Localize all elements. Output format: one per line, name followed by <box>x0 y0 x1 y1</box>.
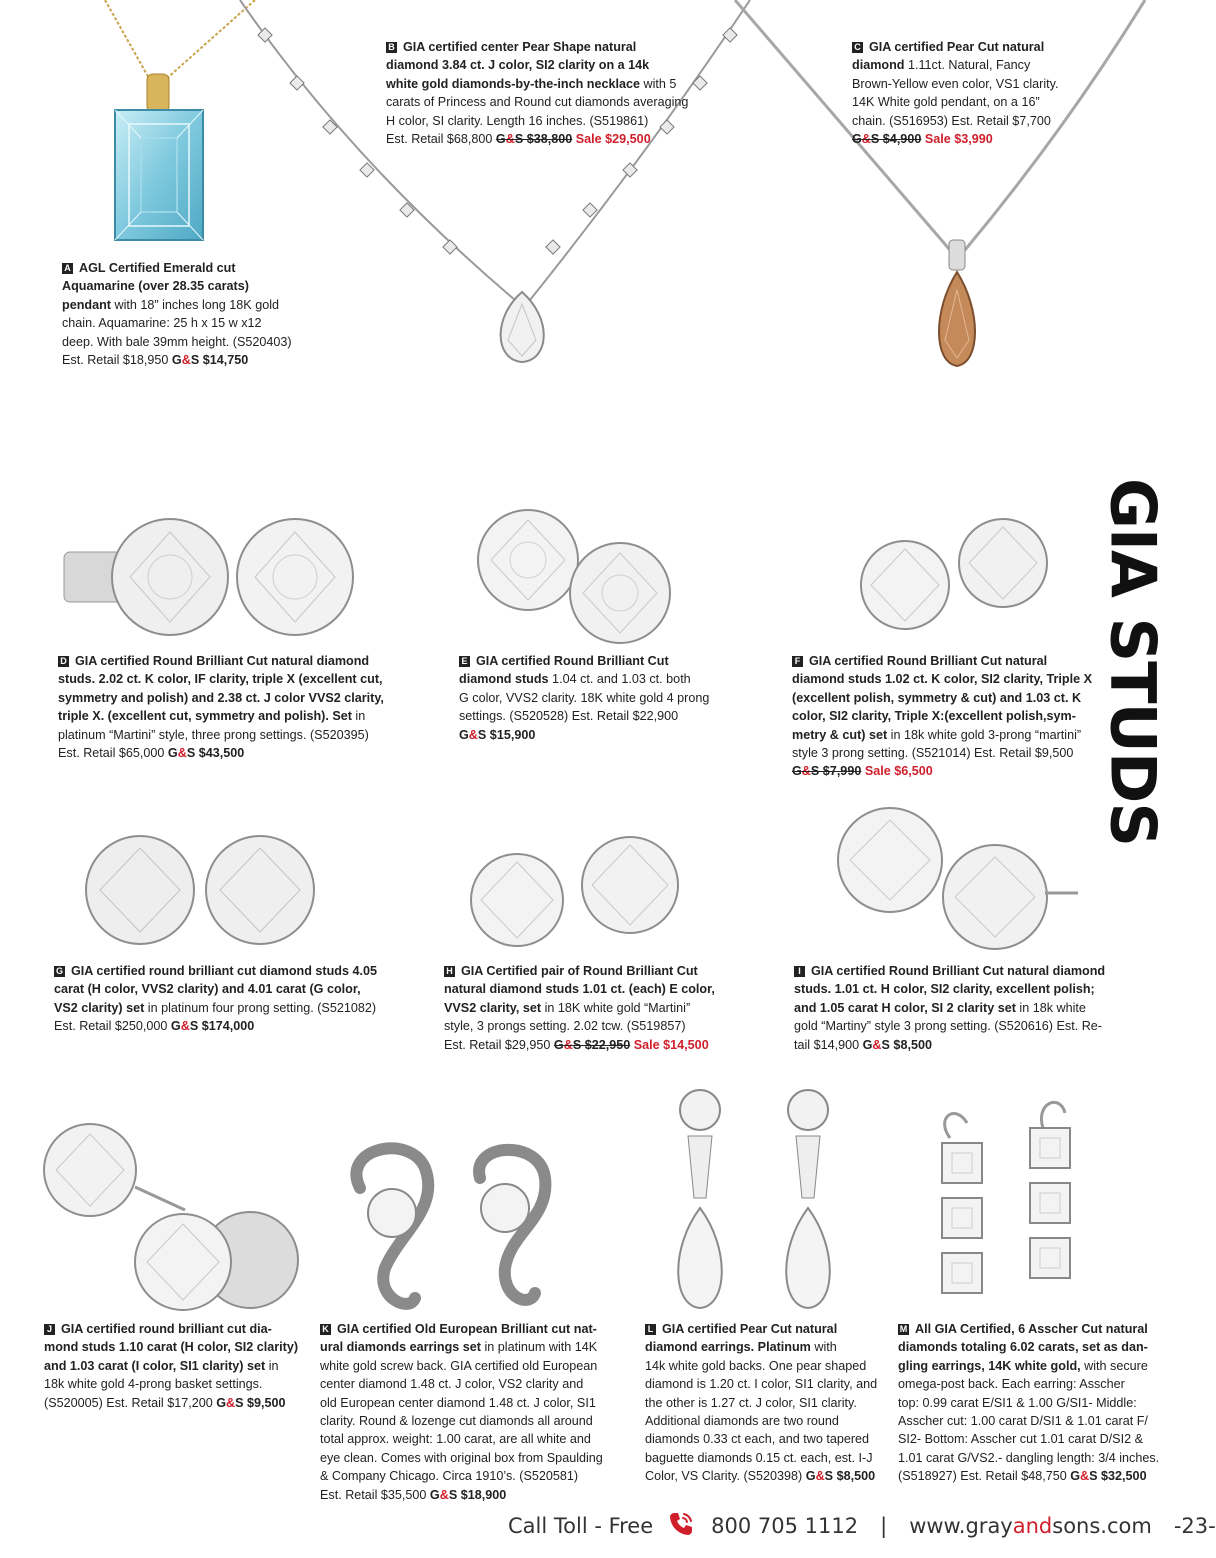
description-line <box>320 1338 625 1356</box>
description-line <box>54 1017 424 1035</box>
description-line <box>444 1017 774 1035</box>
item-m-description <box>898 1320 1188 1486</box>
description-bold-text: metry & cut) set <box>792 727 888 742</box>
description-line <box>898 1412 1188 1430</box>
gs-label: G&S <box>216 1395 244 1410</box>
round-studs-d-photo <box>60 512 360 642</box>
gs-price: $174,000 <box>198 1019 255 1034</box>
description-text: Est. Retail $65,000 <box>58 746 168 761</box>
description-line <box>62 277 322 295</box>
gs-label: G&S <box>167 746 196 761</box>
description-line <box>852 38 1102 56</box>
description-line <box>320 1412 625 1430</box>
description-line <box>386 93 726 111</box>
description-line <box>44 1375 319 1393</box>
website-link[interactable]: www.grayandsons.com <box>909 1514 1152 1538</box>
description-line <box>792 707 1112 725</box>
description-line <box>898 1467 1188 1485</box>
item-h-description <box>444 962 774 1054</box>
description-text: style 3 prong setting. (S521014) Est. Retail $9,500 <box>792 746 1074 761</box>
item-f-description <box>792 652 1112 781</box>
description-bold-text: white gold diamonds-by-the-inch necklace <box>386 76 641 91</box>
round-studs-i-photo <box>830 805 1090 955</box>
description-bold-text: All GIA Certified, 6 Asscher Cut natural <box>915 1322 1148 1336</box>
description-text: in 18k white gold 3-prong “martini” <box>887 727 1082 742</box>
description-text: eye clean. Comes with original box from Spaulding <box>320 1450 603 1465</box>
description-bold-text: GIA Certified pair of Round Brilliant Cut <box>461 964 698 978</box>
asscher-dangle-earrings-m-photo <box>925 1088 1085 1313</box>
description-line <box>459 652 759 670</box>
round-studs-g-photo <box>75 828 325 948</box>
old-european-earrings-k-photo <box>330 1138 560 1318</box>
item-a-description <box>62 259 322 369</box>
description-line <box>459 726 759 744</box>
description-line <box>898 1375 1188 1393</box>
description-text: omega-post back. Each earring: Asscher <box>898 1377 1125 1392</box>
gs-price: $43,500 <box>195 746 245 761</box>
description-line <box>386 56 726 74</box>
description-bold-text: GIA certified Old European Brilliant cut nat- <box>337 1322 597 1336</box>
description-line <box>44 1338 319 1356</box>
description-line <box>444 962 774 980</box>
description-bold-text: (excellent polish, symmetry & cut) and 1.03 ct. K <box>792 690 1082 705</box>
description-bold-text: diamond <box>852 58 905 73</box>
description-bold-text: studs. 1.01 ct. H color, SI2 clarity, excellent polish; <box>794 982 1095 997</box>
description-line <box>320 1394 625 1412</box>
description-line <box>645 1394 910 1412</box>
item-letter-badge: G <box>55 966 63 976</box>
description-line <box>58 689 428 707</box>
sale-price: Sale $14,500 <box>630 1037 709 1052</box>
item-letter-badge: C <box>852 42 863 53</box>
description-line <box>320 1430 625 1448</box>
description-line <box>58 707 428 725</box>
description-text: in <box>265 1358 279 1373</box>
description-text: clarity. Round & lozenge cut diamonds all around <box>320 1414 593 1429</box>
footer-separator: | <box>880 1514 888 1538</box>
description-bold-text: and 1.03 carat (I color, SI1 clarity) set <box>44 1358 266 1373</box>
description-line <box>792 689 1112 707</box>
description-text: settings. (S520528) Est. Retail $22,900 <box>459 709 679 724</box>
struck-gs-price: G&S $7,990 <box>792 764 862 779</box>
description-line <box>794 962 1154 980</box>
description-line <box>792 762 1112 780</box>
description-bold-text: GIA certified round brilliant cut diamond studs 4.05 <box>71 964 378 978</box>
struck-gs-price: G&S $38,800 <box>495 132 573 147</box>
description-line <box>58 744 428 762</box>
description-bold-text: GIA certified Round Brilliant Cut natural diamond <box>75 654 370 668</box>
description-line <box>54 980 424 998</box>
description-line <box>320 1467 625 1485</box>
pear-drop-earrings-l-photo <box>660 1088 860 1313</box>
description-text: Est. Retail $18,950 <box>62 353 172 368</box>
description-text: the other is 1.27 ct. J color, SI1 clarity. <box>645 1395 857 1410</box>
description-line <box>645 1338 910 1356</box>
description-bold-text: ural diamonds earrings set <box>320 1340 481 1355</box>
description-bold-text: GIA certified center Pear Shape natural <box>403 40 637 54</box>
description-line <box>898 1338 1188 1356</box>
description-text: with secure <box>1080 1358 1148 1373</box>
description-line <box>645 1357 910 1375</box>
gs-label: G&S <box>459 727 487 742</box>
description-text: tail $14,900 <box>794 1037 863 1052</box>
description-text: Est. Retail $29,950 <box>444 1037 554 1052</box>
description-bold-text: diamond studs <box>459 672 549 687</box>
gs-label: G&S <box>170 1019 199 1034</box>
gs-label: G&S <box>862 1037 890 1052</box>
description-bold-text: AGL Certified Emerald cut <box>79 261 236 275</box>
description-line <box>852 130 1102 148</box>
description-bold-text: diamond earrings. Platinum <box>645 1340 811 1355</box>
description-line <box>794 1036 1154 1054</box>
description-line <box>459 670 759 688</box>
description-text: 14k white gold backs. One pear shaped <box>645 1358 867 1373</box>
description-bold-text: GIA certified Round Brilliant Cut natural <box>809 654 1048 668</box>
description-line <box>386 112 726 130</box>
description-text: diamond is 1.20 ct. I color, SI1 clarity, and <box>645 1377 878 1392</box>
description-line <box>62 351 322 369</box>
gs-price: $9,500 <box>243 1395 286 1410</box>
section-title-text: GIA STUDS <box>1096 478 1170 846</box>
description-line <box>852 75 1102 93</box>
description-bold-text: GIA certified Pear Cut natural <box>662 1322 838 1336</box>
sale-price: Sale $29,500 <box>572 132 651 147</box>
description-text: chain. Aquamarine: 25 h x 15 w x12 <box>62 316 262 331</box>
description-line <box>792 670 1112 688</box>
description-line <box>386 75 726 93</box>
description-text: Asscher cut: 1.00 carat D/SI1 & 1.01 carat F/ <box>898 1414 1148 1429</box>
gs-label: G&S <box>171 353 200 368</box>
item-i-description <box>794 962 1154 1054</box>
description-line <box>794 1017 1154 1035</box>
description-text: 1.01 carat G/VS2.- dangling length: 3/4 inches. <box>898 1450 1160 1465</box>
description-bold-text: natural diamond studs 1.01 ct. (each) E color, <box>444 982 715 997</box>
description-bold-text: and 1.05 carat H color, SI 2 clarity set <box>794 1000 1016 1015</box>
description-text: SI2- Bottom: Asscher cut 1.01 carat D/SI2 & <box>898 1432 1143 1447</box>
gs-price: $8,500 <box>833 1469 876 1484</box>
description-bold-text: carat (H color, VVS2 clarity) and 4.01 carat (G color, <box>54 982 361 997</box>
round-studs-f-photo <box>855 515 1055 640</box>
description-line <box>62 314 322 332</box>
description-text: center diamond 1.48 ct. J color, VS2 clarity and <box>320 1377 584 1392</box>
description-line <box>320 1486 625 1504</box>
description-line <box>459 689 759 707</box>
description-bold-text: GIA certified Round Brilliant Cut natural diamond <box>811 964 1106 978</box>
description-text: deep. With bale 39mm height. (S520403) <box>62 334 292 349</box>
description-line <box>44 1320 319 1338</box>
description-text: diamonds 0.33 ct each, and two tapered <box>645 1432 870 1447</box>
description-line <box>645 1412 910 1430</box>
description-text: (S520005) Est. Retail $17,200 <box>44 1395 217 1410</box>
item-k-description <box>320 1320 625 1504</box>
description-text: in platinum four prong setting. (S521082) <box>144 1000 377 1015</box>
description-bold-text: studs. 2.02 ct. K color, IF clarity, triple X (excellent cut, <box>58 672 383 687</box>
description-text: G color, VVS2 clarity. 18K white gold 4 prong <box>459 690 710 705</box>
description-line <box>898 1430 1188 1448</box>
description-line <box>898 1320 1188 1338</box>
item-letter-badge: M <box>899 1324 908 1334</box>
description-line <box>459 707 759 725</box>
gs-price: $14,750 <box>199 353 249 368</box>
description-text: (S518927) Est. Retail $48,750 <box>898 1469 1071 1484</box>
description-text: with <box>810 1340 837 1355</box>
description-text: platinum “Martini” style, three prong settings. (S520395) <box>58 727 369 742</box>
struck-gs-price: G&S $22,950 <box>553 1037 631 1052</box>
gs-label: G&S <box>805 1469 834 1484</box>
description-text: carats of Princess and Round cut diamonds averaging <box>386 95 689 110</box>
round-studs-h-photo <box>465 830 685 950</box>
item-d-description <box>58 652 428 762</box>
description-text: in <box>351 709 366 724</box>
description-text: white gold screw back. GIA certified old European <box>320 1358 598 1373</box>
description-line <box>62 333 322 351</box>
description-line <box>386 38 726 56</box>
description-text: Brown-Yellow even color, VS1 clarity. <box>852 76 1059 91</box>
description-bold-text: VVS2 clarity, set <box>444 1000 542 1015</box>
description-line <box>794 999 1154 1017</box>
description-text: 18k white gold 4-prong basket settings. <box>44 1377 263 1392</box>
description-text: Additional diamonds are two round <box>645 1414 839 1429</box>
description-bold-text: diamond 3.84 ct. J color, SI2 clarity on a 14k <box>386 58 650 73</box>
description-line <box>44 1394 319 1412</box>
item-letter-badge: L <box>645 1324 656 1335</box>
struck-gs-price: G&S $4,900 <box>852 132 922 147</box>
description-text: Color, VS Clarity. (S520398) <box>645 1469 806 1484</box>
description-bold-text: GIA certified round brilliant cut dia- <box>61 1322 272 1336</box>
gs-price: $15,900 <box>486 727 536 742</box>
description-line <box>54 999 424 1017</box>
description-line <box>444 1036 774 1054</box>
sale-price: Sale $3,990 <box>921 132 993 147</box>
description-text: with 18” inches long 18K gold <box>110 297 280 312</box>
item-letter-badge: I <box>794 966 805 977</box>
item-g-description <box>54 962 424 1036</box>
description-line <box>62 259 322 277</box>
description-line <box>320 1375 625 1393</box>
description-line <box>320 1320 625 1338</box>
description-text: baguette diamonds 0.15 ct. each, est. I-J <box>645 1450 873 1465</box>
description-line <box>898 1449 1188 1467</box>
sale-price: Sale $6,500 <box>861 764 933 779</box>
item-c-description <box>852 38 1102 148</box>
item-letter-badge: A <box>62 263 73 274</box>
description-bold-text: GIA certified Round Brilliant Cut <box>476 654 669 668</box>
description-line <box>792 726 1112 744</box>
description-line <box>320 1357 625 1375</box>
description-bold-text: diamond studs 1.02 ct. K color, SI2 clarity, Triple X <box>792 672 1093 687</box>
description-bold-text: VS2 clarity) set <box>54 1000 145 1015</box>
item-letter-badge: H <box>444 966 455 977</box>
item-letter-badge: F <box>792 656 803 667</box>
description-bold-text: symmetry and polish) and 2.38 ct. J color VVS2 clarity, <box>58 690 384 705</box>
description-bold-text: triple X. (excellent cut, symmetry and polish). Set <box>58 709 352 724</box>
description-text: top: 0.99 carat E/SI1 & 1.00 G/SI1- Middle: <box>898 1395 1137 1410</box>
phone-number[interactable]: 800 705 1112 <box>711 1514 859 1538</box>
item-l-description <box>645 1320 910 1486</box>
description-text: with 5 <box>640 76 677 91</box>
item-letter-badge: K <box>320 1324 331 1335</box>
description-bold-text: diamonds totaling 6.02 carats, set as dan- <box>898 1340 1148 1355</box>
description-bold-text: mond studs 1.10 carat (H color, SI2 clarity) <box>44 1340 299 1355</box>
page-number: -23- <box>1173 1514 1216 1538</box>
description-text: in platinum with 14K <box>480 1340 598 1355</box>
description-line <box>58 726 428 744</box>
description-line <box>386 130 726 148</box>
description-line <box>792 652 1112 670</box>
description-text: 1.11ct. Natural, Fancy <box>904 58 1031 73</box>
description-line <box>645 1430 910 1448</box>
description-line <box>44 1357 319 1375</box>
description-line <box>792 744 1112 762</box>
item-letter-badge: E <box>459 656 470 667</box>
description-line <box>58 652 428 670</box>
description-line <box>794 980 1154 998</box>
description-text: old European center diamond 1.48 ct. J color, SI1 <box>320 1395 596 1410</box>
item-b-description <box>386 38 726 148</box>
gs-label: G&S <box>1070 1469 1098 1484</box>
description-line <box>62 296 322 314</box>
description-line <box>444 999 774 1017</box>
description-text: total approx. weight: 1.00 carat, are all white and <box>320 1432 591 1447</box>
description-line <box>898 1394 1188 1412</box>
item-letter-badge: D <box>58 656 69 667</box>
item-j-description <box>44 1320 319 1412</box>
description-line <box>645 1449 910 1467</box>
description-text: H color, SI clarity. Length 16 inches. (S519861) <box>386 113 649 128</box>
description-line <box>444 980 774 998</box>
round-studs-e-photo <box>470 505 690 645</box>
description-bold-text: gling earrings, 14K white gold, <box>898 1358 1081 1373</box>
footer-contact-bar <box>508 1512 1216 1540</box>
description-text: 1.04 ct. and 1.03 ct. both <box>548 672 691 687</box>
description-bold-text: color, SI2 clarity, Triple X:(excellent polish,sym- <box>792 709 1076 724</box>
description-line <box>320 1449 625 1467</box>
description-text: style, 3 prongs setting. 2.02 tcw. (S519857) <box>444 1019 686 1034</box>
phone-icon <box>667 1510 695 1543</box>
description-text: in 18k white <box>1015 1000 1086 1015</box>
description-line <box>898 1357 1188 1375</box>
description-line <box>852 93 1102 111</box>
description-text: Est. Retail $68,800 <box>386 132 496 147</box>
description-bold-text: Aquamarine (over 28.35 carats) <box>62 279 249 294</box>
description-text: Est. Retail $250,000 <box>54 1019 171 1034</box>
item-letter-badge: B <box>386 42 397 53</box>
gs-price: $8,500 <box>889 1037 932 1052</box>
description-text: chain. (S516953) Est. Retail $7,700 <box>852 113 1051 128</box>
call-toll-free-label: Call Toll - Free <box>508 1514 654 1538</box>
item-letter-badge: J <box>44 1324 55 1335</box>
description-line <box>58 670 428 688</box>
basket-studs-j-photo <box>35 1112 295 1317</box>
item-e-description <box>459 652 759 744</box>
description-line <box>645 1375 910 1393</box>
description-text: & Company Chicago. Circa 1910’s. (S520581) <box>320 1469 579 1484</box>
description-text: in 18K white gold “Martini” <box>541 1000 691 1015</box>
description-bold-text: GIA certified Pear Cut natural <box>869 40 1045 54</box>
gs-price: $18,900 <box>457 1487 507 1502</box>
description-line <box>852 112 1102 130</box>
description-text: Est. Retail $35,500 <box>320 1487 430 1502</box>
description-line <box>852 56 1102 74</box>
description-text: gold “Martiny” style 3 prong setting. (S520616) Est. Re- <box>794 1019 1102 1034</box>
description-line <box>645 1320 910 1338</box>
gs-label: G&S <box>429 1487 458 1502</box>
description-bold-text: pendant <box>62 297 111 312</box>
description-text: 14K White gold pendant, on a 16” <box>852 95 1040 110</box>
gs-price: $32,500 <box>1097 1469 1147 1484</box>
description-line <box>645 1467 910 1485</box>
description-line <box>54 962 424 980</box>
